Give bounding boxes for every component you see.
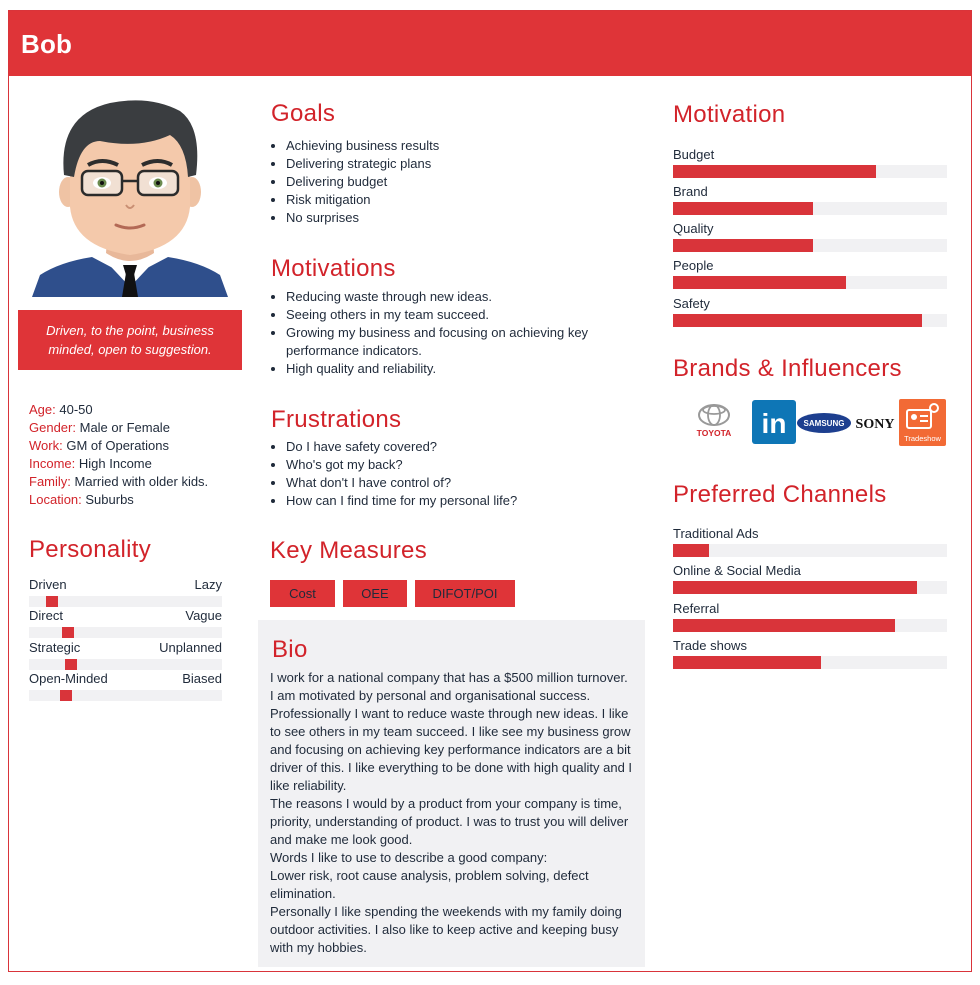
list-item: • Risk mitigation — [286, 191, 646, 209]
trait-left-label: Open-Minded — [29, 671, 108, 686]
personality-heading: Personality — [29, 536, 152, 563]
trait-slider-track — [29, 596, 222, 607]
trait-slider-track — [29, 690, 222, 701]
list-item: • How can I find time for my personal life? — [286, 492, 646, 510]
bar-fill — [673, 202, 813, 215]
trait-left-label: Strategic — [29, 640, 81, 655]
bio-paragraph: The reasons I would by a product from your company is time, priority, understanding of product. I was to trust you will deliver and make me look good. — [270, 796, 629, 847]
trait-left-label: Driven — [29, 577, 67, 592]
demographic-value: GM of Operations — [66, 438, 169, 453]
demographic-label: Age: — [29, 402, 56, 417]
bar-fill — [673, 276, 846, 289]
frustrations-heading: Frustrations — [271, 406, 402, 433]
goals-list — [270, 137, 646, 227]
trait-slider-track — [29, 659, 222, 670]
demographic-row — [29, 473, 208, 491]
avatar — [30, 97, 230, 297]
bar-fill — [673, 314, 922, 327]
demographic-label: Family: — [29, 474, 71, 489]
demographic-row — [29, 437, 208, 455]
bar-fill — [673, 239, 813, 252]
key-measures-heading: Key Measures — [270, 537, 427, 564]
bar-track — [673, 656, 947, 669]
bar-label: Online & Social Media — [673, 563, 801, 578]
linkedin-logo-text: in — [761, 408, 787, 439]
bio-paragraph: Words I like to use to describe a good company: — [270, 850, 548, 865]
demographic-value: Male or Female — [79, 420, 170, 435]
key-measure-tag: DIFOT/POI — [415, 580, 515, 607]
trait-right-label: Unplanned — [159, 640, 222, 655]
list-item: • No surprises — [286, 209, 646, 227]
list-item: • Delivering strategic plans — [286, 155, 646, 173]
trait-right-label: Biased — [182, 671, 222, 686]
motivation-heading: Motivation — [673, 101, 786, 128]
bar-fill — [673, 581, 917, 594]
key-measure-tag: Cost — [270, 580, 335, 607]
list-item: • Delivering budget — [286, 173, 646, 191]
demographic-row — [29, 419, 208, 437]
demographic-value: 40-50 — [59, 402, 93, 417]
bar-label: Budget — [673, 147, 715, 162]
trait-left-label: Direct — [29, 608, 63, 623]
persona-header — [9, 11, 971, 76]
demographic-value: Married with older kids. — [74, 474, 209, 489]
demographic-label: Location: — [29, 492, 82, 507]
demographic-label: Work: — [29, 438, 63, 453]
bar-label: Referral — [673, 601, 720, 616]
bar-track — [673, 276, 947, 289]
motivations-heading: Motivations — [271, 255, 396, 282]
bar-track — [673, 202, 947, 215]
bio-paragraph: I work for a national company that has a $500 million turnover. I am motivated by personal and organisational success. — [270, 670, 628, 703]
key-measure-tag: OEE — [343, 580, 407, 607]
frustrations-list — [270, 438, 646, 510]
bio-text — [270, 669, 634, 957]
bar-track — [673, 619, 947, 632]
list-item: • Achieving business results — [286, 137, 646, 155]
bio-paragraph: Professionally I want to reduce waste through new ideas. I like to see others in my team succeed. I like see my business grow and focusing on achieving key performance indicators are a bit driver of this. I like everything to be done with high quality and I like reliability. — [270, 706, 633, 793]
tradeshow-logo-text: Tradeshow — [904, 434, 941, 443]
bar-track — [673, 165, 947, 178]
bar-fill — [673, 656, 821, 669]
channels-heading: Preferred Channels — [673, 481, 887, 508]
list-item: • Do I have safety covered? — [286, 438, 646, 456]
tradeshow-logo — [899, 399, 946, 446]
bio-heading: Bio — [272, 636, 308, 663]
goals-heading: Goals — [271, 100, 336, 127]
motivations-list — [270, 288, 604, 378]
demographic-label: Income: — [29, 456, 76, 471]
toyota-logo-text: TOYOTA — [696, 428, 732, 438]
persona-name: Bob — [21, 29, 73, 59]
bar-label: Safety — [673, 296, 710, 311]
demographic-value: Suburbs — [85, 492, 134, 507]
bar-label: Trade shows — [673, 638, 747, 653]
bar-track — [673, 544, 947, 557]
persona-tagline: Driven, to the point, business minded, open to suggestion. — [18, 310, 242, 370]
brands-heading: Brands & Influencers — [673, 355, 902, 382]
list-item: • What don't I have control of? — [286, 474, 646, 492]
samsung-logo — [797, 412, 851, 434]
samsung-logo-text: SAMSUNG — [803, 419, 845, 428]
bar-fill — [673, 619, 895, 632]
bar-label: People — [673, 258, 714, 273]
demographic-row — [29, 455, 208, 473]
bar-track — [673, 239, 947, 252]
list-item: • Seeing others in my team succeed. — [286, 306, 604, 324]
list-item: • Who's got my back? — [286, 456, 646, 474]
trait-slider-knob — [62, 627, 74, 638]
trait-slider-knob — [46, 596, 58, 607]
demographic-row — [29, 401, 208, 419]
bar-fill — [673, 165, 876, 178]
demographics-list — [29, 401, 208, 509]
bar-label: Traditional Ads — [673, 526, 759, 541]
demographic-row — [29, 491, 208, 509]
list-item: • High quality and reliability. — [286, 360, 604, 378]
linkedin-logo — [752, 400, 796, 444]
demographic-value: High Income — [78, 456, 152, 471]
bio-paragraph: Lower risk, root cause analysis, problem solving, defect elimination. — [270, 868, 589, 901]
trait-slider-knob — [65, 659, 77, 670]
sony-logo — [851, 412, 899, 434]
list-item: • Reducing waste through new ideas. — [286, 288, 604, 306]
trait-slider-track — [29, 627, 222, 638]
bar-track — [673, 314, 947, 327]
bar-fill — [673, 544, 709, 557]
trait-slider-knob — [60, 690, 72, 701]
bar-label: Quality — [673, 221, 714, 236]
demographic-label: Gender: — [29, 420, 76, 435]
list-item: • Growing my business and focusing on achieving key performance indicators. — [286, 324, 604, 360]
trait-right-label: Lazy — [194, 577, 222, 592]
bio-paragraph: Personally I like spending the weekends with my family doing outdoor activities. I also like to keep active and keeping busy with my hobbies. — [270, 904, 622, 955]
toyota-logo — [686, 400, 742, 444]
bar-label: Brand — [673, 184, 708, 199]
bar-track — [673, 581, 947, 594]
trait-right-label: Vague — [185, 608, 222, 623]
sony-logo-text: SONY — [855, 417, 895, 432]
